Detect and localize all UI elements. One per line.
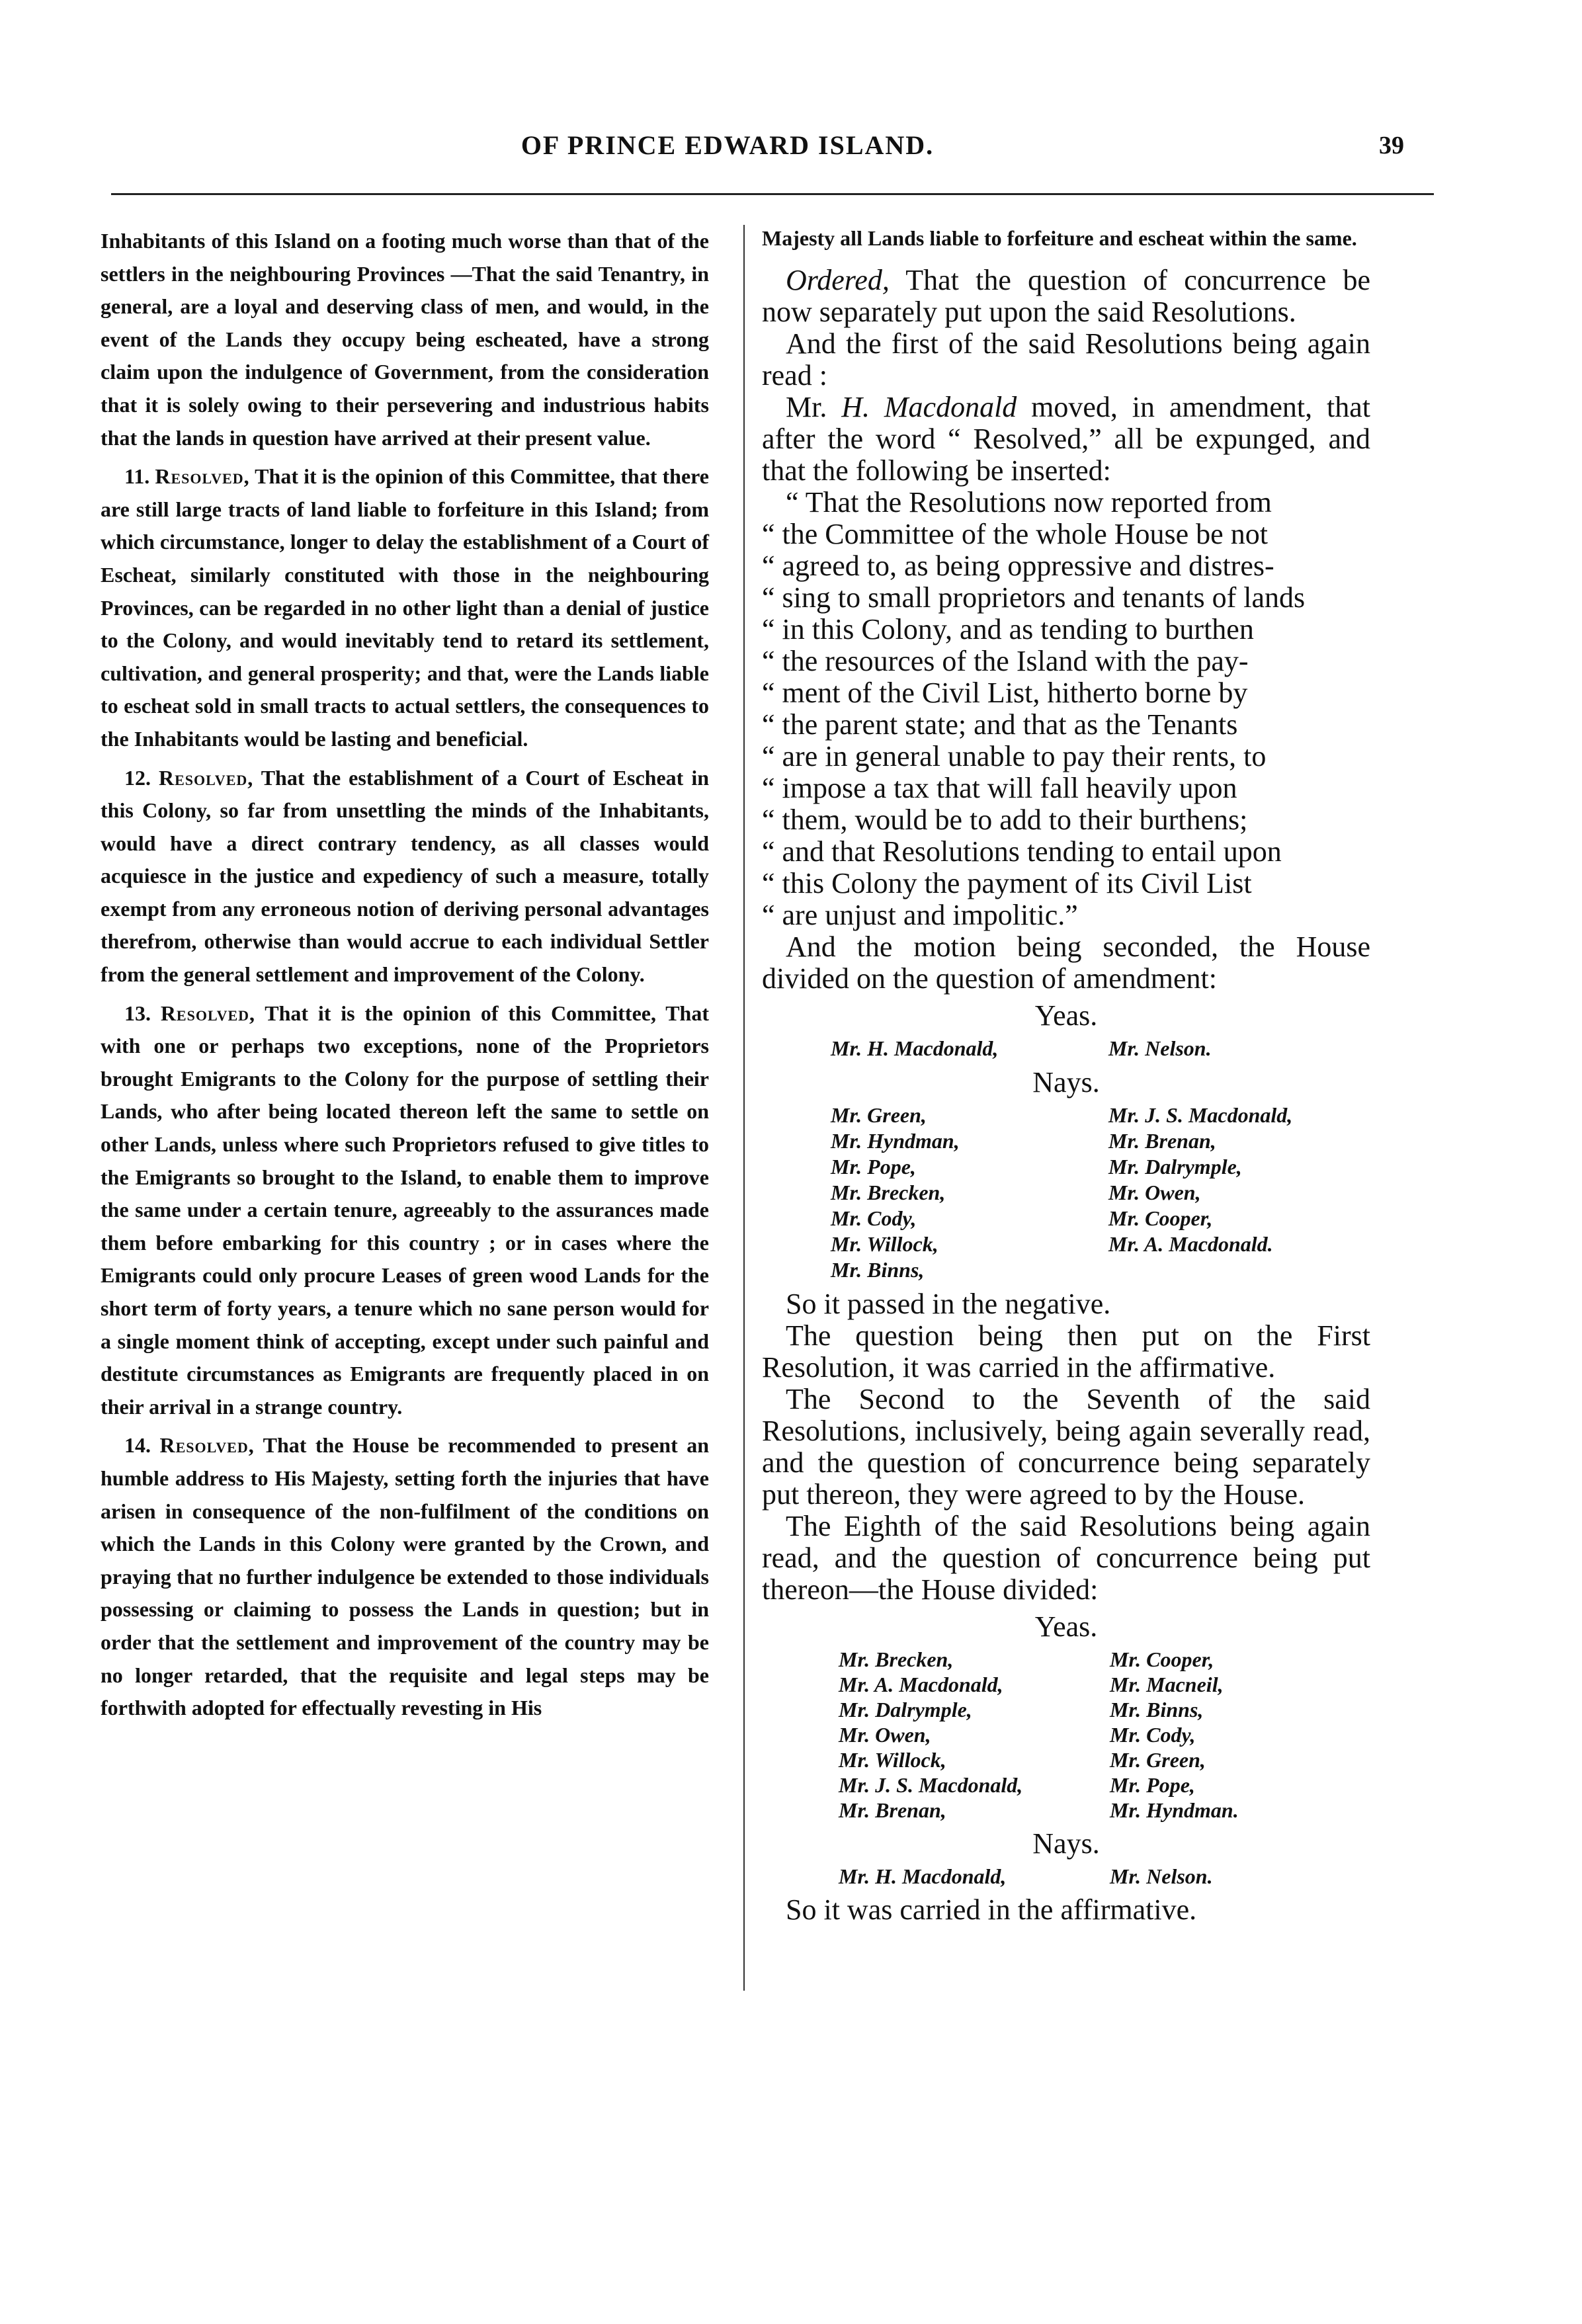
- amendment-motion: [762, 392, 1370, 487]
- motion-mr: Mr.: [786, 391, 827, 423]
- resolved-word: Resolved,: [160, 1001, 256, 1025]
- page-number: 39: [1379, 132, 1404, 159]
- resolution-text: That the establishment of a Court of Escheat in this Colony, so far from unsettling the minds of the Inhabitants, would have a direct contrary tendency, as all classes would acquiesce in the justice and expediency of such a measure, totally exempt from any erroneous notion of deriving personal advantages therefrom, otherwise than would accrue to each individual Settler from the general settlement and improvement of the Colony.: [101, 765, 710, 987]
- member-name: Mr. Cody,: [1110, 1723, 1196, 1747]
- member-name: Mr. Brecken,: [831, 1181, 946, 1204]
- member-name: Mr. J. S. Macdonald,: [1108, 1103, 1293, 1127]
- resolution-text: That it is the opinion of this Committee, that there are still large tracts of land liable to forfeiture in this Island; from which circumstance, longer to delay the establishment of a Court of Escheat, similarly constituted with those in the neighbouring Provinces, can be regarded in no other light than a denial of justice to the Colony, and would inevitably tend to retard its settlement, cultivation, and general prosperity; and that, were the Lands liable to escheat sold in small tracts to actual settlers, the consequences to the Inhabitants would be lasting and beneficial.: [101, 464, 710, 751]
- division-2-nays-label: Nays.: [1032, 1827, 1100, 1860]
- motion-seconded: And the motion being seconded, the House divided on the question of amendment:: [762, 931, 1370, 995]
- member-name: Mr. H. Macdonald,: [831, 1036, 999, 1060]
- division-1-yeas-label: Yeas.: [1034, 999, 1098, 1032]
- left-column: [101, 225, 709, 1731]
- resolution-14: [101, 1429, 709, 1724]
- first-resolution-read: And the first of the said Resolutions being again read :: [762, 327, 1370, 392]
- member-name: Mr. Pope,: [831, 1155, 916, 1179]
- division-1-yeas: [762, 1036, 1370, 1061]
- running-title: OF PRINCE EDWARD ISLAND.: [520, 130, 935, 160]
- member-name: Mr. A. Macdonald,: [839, 1673, 1003, 1696]
- member-name: Mr. Nelson.: [1110, 1864, 1213, 1888]
- ordered-text: That the question of concurrence be now separately put upon the said Resolutions.: [762, 264, 1370, 328]
- ordered-word: Ordered,: [786, 264, 890, 296]
- member-name: Mr. Brecken,: [839, 1647, 954, 1671]
- motion-mover: H. Macdonald: [841, 391, 1017, 423]
- quote-line: “ ment of the Civil List, hitherto borne by: [762, 677, 1248, 709]
- division-2-yeas-label: Yeas.: [1034, 1610, 1098, 1643]
- quote-line: “ in this Colony, and as tending to burthen: [762, 613, 1254, 645]
- quote-line: “ are in general unable to pay their rents, to: [762, 740, 1267, 772]
- member-name: Mr. Dalrymple,: [1108, 1155, 1242, 1179]
- member-name: Mr. Macneil,: [1110, 1673, 1224, 1696]
- quote-line: “ the Committee of the whole House be not: [762, 518, 1268, 550]
- division-1-result: So it passed in the negative.: [786, 1288, 1111, 1320]
- member-name: Mr. Owen,: [1108, 1181, 1201, 1204]
- member-name: Mr. Cooper,: [1108, 1206, 1213, 1230]
- member-name: Mr. Willock,: [831, 1232, 938, 1256]
- member-name: Mr. Brenan,: [1108, 1129, 1216, 1153]
- header-rule: [111, 193, 1434, 195]
- member-name: Mr. Hyndman,: [831, 1129, 960, 1153]
- member-name: Mr. Owen,: [839, 1723, 931, 1747]
- quote-line: “ That the Resolutions now reported from: [786, 486, 1272, 519]
- member-name: Mr. Willock,: [839, 1748, 946, 1772]
- resolved-word: Resolved,: [159, 765, 254, 790]
- quote-line: “ agreed to, as being oppressive and distres-: [762, 550, 1274, 582]
- resolution-number: 14.: [124, 1433, 151, 1458]
- quote-line: “ and that Resolutions tending to entail upon: [762, 835, 1282, 868]
- left-continuation-paragraph: Inhabitants of this Island on a footing much worse than that of the settlers in the neighbouring Provinces —That the said Tenantry, in general, are a loyal and deserving class of men, and would, in the event of the Lands they occupy being escheated, have a strong claim upon the indulgence of Government, from the consideration that it is solely owing to their persevering and industrious habits that the lands in question have arrived at their present value.: [101, 229, 709, 450]
- member-name: Mr. Nelson.: [1108, 1036, 1212, 1060]
- resolution-13: [101, 997, 709, 1424]
- member-name: Mr. Cody,: [831, 1206, 917, 1230]
- division-2-result: So it was carried in the affirmative.: [786, 1893, 1197, 1926]
- resolution-11: [101, 460, 709, 755]
- member-name: Mr. J. S. Macdonald,: [839, 1773, 1023, 1797]
- division-1-nays-label: Nays.: [1032, 1066, 1100, 1099]
- member-name: Mr. Dalrymple,: [839, 1698, 972, 1722]
- eighth-resolution-paragraph: The Eighth of the said Resolutions being again read, and the question of concurrence being put thereon—the House divided:: [762, 1510, 1370, 1606]
- quote-line: “ this Colony the payment of its Civil List: [762, 867, 1252, 899]
- motion-text: moved, in amendment, that after the word “ Resolved,” all be expunged, and that the following be inserted:: [762, 391, 1371, 487]
- member-name: [1108, 1257, 1386, 1283]
- quote-line: “ sing to small proprietors and tenants of lands: [762, 581, 1306, 614]
- right-continuation-paragraph: Majesty all Lands liable to forfeiture and escheat within the same.: [762, 226, 1357, 250]
- resolved-word: Resolved,: [155, 464, 250, 489]
- member-name: Mr. Green,: [1110, 1748, 1206, 1772]
- resolution-number: 12.: [124, 765, 151, 790]
- resolved-word: Resolved,: [159, 1433, 255, 1458]
- member-name: Mr. Green,: [831, 1103, 927, 1127]
- division-2-nays: [762, 1864, 1370, 1889]
- second-to-seventh-paragraph: The Second to the Seventh of the said Resolutions, inclusively, being again severally read, and the question of concurrence being separately put thereon, they were agreed to by the House.: [762, 1383, 1370, 1511]
- member-name: Mr. Binns,: [831, 1258, 925, 1282]
- member-name: Mr. Cooper,: [1110, 1647, 1214, 1671]
- right-column: [762, 222, 1370, 1926]
- member-name: Mr. A. Macdonald.: [1108, 1232, 1273, 1256]
- amendment-quote: [762, 487, 1370, 931]
- resolution-number: 13.: [124, 1001, 151, 1025]
- member-name: Mr. H. Macdonald,: [839, 1864, 1007, 1888]
- division-1-nays: [762, 1102, 1370, 1283]
- first-resolution-carried: The question being then put on the First Resolution, it was carried in the affirmative.: [762, 1319, 1370, 1384]
- member-name: Mr. Pope,: [1110, 1773, 1195, 1797]
- resolution-text: That the House be recommended to present an humble address to His Majesty, setting forth the injuries that have arisen in consequence of the non-fulfilment of the conditions on which the Lands in this Colony were granted by the Crown, and praying that no further indulgence be extended to those individuals possessing or claiming to possess the Lands in question; but in order that the settlement and improvement of the country may be no longer retarded, that the requisite and legal steps may be forthwith adopted for effectually revesting in His: [101, 1433, 709, 1720]
- member-name: Mr. Binns,: [1110, 1698, 1204, 1722]
- division-2-yeas: [762, 1647, 1370, 1823]
- member-name: Mr. Brenan,: [839, 1798, 946, 1822]
- quote-line: “ the parent state; and that as the Tenants: [762, 708, 1238, 741]
- resolution-12: [101, 762, 709, 991]
- member-name: Mr. Hyndman.: [1110, 1798, 1239, 1822]
- quote-line: “ impose a tax that will fall heavily upon: [762, 772, 1237, 804]
- ordered-paragraph: [762, 265, 1370, 328]
- resolution-number: 11.: [124, 464, 150, 489]
- quote-line: “ the resources of the Island with the pay-: [762, 645, 1249, 677]
- column-divider: [743, 225, 745, 1991]
- resolution-text: That it is the opinion of this Committee, That with one or perhaps two exceptions, none of the Proprietors brought Emigrants to the Colony for the purpose of settling their Lands, who after being located thereon left the same to settle on other Lands, unless where such Proprietors refused to give titles to the Emigrants so brought to the Island, to enable them to improve the same under a certain tenure, agreeably to the assurances made them before embarking for this country ; or in cases where the Emigrants could only procure Leases of green wood Lands for the short term of forty years, a tenure which no sane person would for a single moment think of accepting, except under such painful and destitute circumstances as Emigrants are frequently placed in on their arrival in a strange country.: [101, 1001, 709, 1419]
- quote-line: “ them, would be to add to their burthens;: [762, 804, 1248, 836]
- quote-line: “ are unjust and impolitic.”: [762, 899, 1078, 931]
